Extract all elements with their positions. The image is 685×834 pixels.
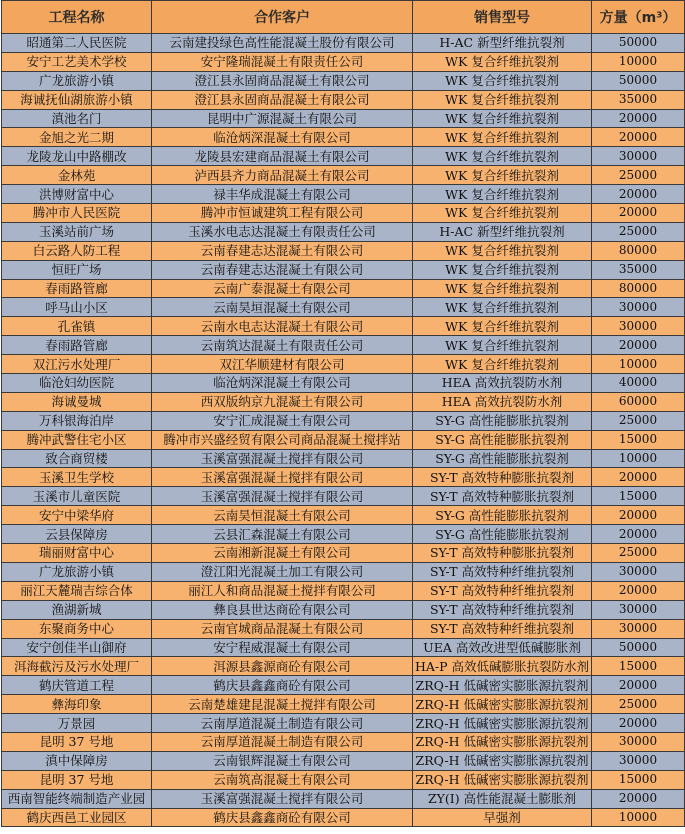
table-row bbox=[2, 657, 685, 676]
header-volume: 方量（m³） bbox=[592, 1, 685, 34]
cell-project: 安宁创佳半山御府 bbox=[2, 638, 152, 657]
cell-volume: 25000 bbox=[592, 222, 685, 241]
cell-volume: 25000 bbox=[592, 166, 685, 185]
cell-client: 丽江人和商品混凝土搅拌有限公司 bbox=[152, 581, 413, 600]
table-row bbox=[2, 676, 685, 695]
cell-model: SY-G 高性能膨胀抗裂剂 bbox=[413, 506, 592, 525]
table-row bbox=[2, 770, 685, 789]
cell-volume: 15000 bbox=[592, 657, 685, 676]
cell-client: 云县汇森混凝土有限公司 bbox=[152, 525, 413, 544]
cell-project: 广龙旅游小镇 bbox=[2, 562, 152, 581]
cell-project: 洱海截污及污水处理厂 bbox=[2, 657, 152, 676]
table-row bbox=[2, 581, 685, 600]
cell-volume: 25000 bbox=[592, 411, 685, 430]
cell-model: SY-T 高效特种纤维抗裂剂 bbox=[413, 619, 592, 638]
cell-volume: 15000 bbox=[592, 770, 685, 789]
table-row bbox=[2, 487, 685, 506]
cell-model: ZRQ-H 低碱密实膨胀源抗裂剂 bbox=[413, 770, 592, 789]
cell-model: SY-T 高效特种膨胀抗裂剂 bbox=[413, 468, 592, 487]
cell-project: 昆明 37 号地 bbox=[2, 770, 152, 789]
cell-volume: 25000 bbox=[592, 695, 685, 714]
cell-volume: 10000 bbox=[592, 808, 685, 827]
cell-model: WK 复合纤维抗裂剂 bbox=[413, 260, 592, 279]
cell-project: 昆明 37 号地 bbox=[2, 732, 152, 751]
table-row bbox=[2, 638, 685, 657]
cell-client: 洱源县鑫源商砼有限公司 bbox=[152, 657, 413, 676]
cell-volume: 30000 bbox=[592, 317, 685, 336]
cell-model: SY-T 高效特种膨胀抗裂剂 bbox=[413, 487, 592, 506]
header-row bbox=[2, 1, 685, 34]
cell-model: WK 复合纤维抗裂剂 bbox=[413, 52, 592, 71]
cell-volume: 20000 bbox=[592, 336, 685, 355]
table-row bbox=[2, 52, 685, 71]
cell-volume: 20000 bbox=[592, 714, 685, 733]
cell-model: ZRQ-H 低碱密实膨胀源抗裂剂 bbox=[413, 732, 592, 751]
table-row bbox=[2, 298, 685, 317]
cell-project: 广龙旅游小镇 bbox=[2, 71, 152, 90]
cell-client: 云南筑达混凝土有限责任公司 bbox=[152, 336, 413, 355]
cell-project: 龙陵龙山中路棚改 bbox=[2, 147, 152, 166]
table-row bbox=[2, 374, 685, 393]
cell-project: 金林苑 bbox=[2, 166, 152, 185]
cell-model: ZRQ-H 低碱密实膨胀源抗裂剂 bbox=[413, 695, 592, 714]
cell-volume: 20000 bbox=[592, 789, 685, 808]
cell-model: WK 复合纤维抗裂剂 bbox=[413, 128, 592, 147]
cell-project: 春雨路管廊 bbox=[2, 336, 152, 355]
cell-model: WK 复合纤维抗裂剂 bbox=[413, 241, 592, 260]
cell-project: 春雨路管廊 bbox=[2, 279, 152, 298]
table-row bbox=[2, 71, 685, 90]
cell-model: 早强剂 bbox=[413, 808, 592, 827]
cell-model: SY-T 高效特种纤维抗裂剂 bbox=[413, 600, 592, 619]
cell-volume: 15000 bbox=[592, 487, 685, 506]
cell-client: 云南楚雄建昆混凝土搅拌有限公司 bbox=[152, 695, 413, 714]
table-row bbox=[2, 411, 685, 430]
cell-project: 玉溪站前广场 bbox=[2, 222, 152, 241]
table-row bbox=[2, 241, 685, 260]
cell-project: 西南智能终端制造产业园 bbox=[2, 789, 152, 808]
cell-project: 昭通第二人民医院 bbox=[2, 34, 152, 53]
cell-project: 临沧妇幼医院 bbox=[2, 374, 152, 393]
cell-volume: 20000 bbox=[592, 506, 685, 525]
cell-model: HEA 高效抗裂防水剂 bbox=[413, 374, 592, 393]
table-row bbox=[2, 732, 685, 751]
cell-project: 鹤庆管道工程 bbox=[2, 676, 152, 695]
table-row bbox=[2, 430, 685, 449]
cell-client: 云南水电志达混凝土有限公司 bbox=[152, 317, 413, 336]
cell-project: 万景园 bbox=[2, 714, 152, 733]
cell-project: 白云路人防工程 bbox=[2, 241, 152, 260]
cell-client: 安宁程威混凝土有限公司 bbox=[152, 638, 413, 657]
cell-client: 玉溪富强混凝土搅拌有限公司 bbox=[152, 449, 413, 468]
cell-model: WK 复合纤维抗裂剂 bbox=[413, 166, 592, 185]
cell-project: 致合商贸楼 bbox=[2, 449, 152, 468]
cell-model: SY-T 高效特种纤维抗裂剂 bbox=[413, 581, 592, 600]
cell-client: 云南建投绿色高性能混凝土股份有限公司 bbox=[152, 34, 413, 53]
table-row bbox=[2, 600, 685, 619]
table-row bbox=[2, 714, 685, 733]
table-row bbox=[2, 34, 685, 53]
cell-volume: 20000 bbox=[592, 204, 685, 223]
cell-client: 玉溪水电志达混凝土有限责任公司 bbox=[152, 222, 413, 241]
cell-volume: 60000 bbox=[592, 392, 685, 411]
cell-volume: 20000 bbox=[592, 676, 685, 695]
table-row bbox=[2, 449, 685, 468]
table-row bbox=[2, 392, 685, 411]
cell-project: 腾冲市人民医院 bbox=[2, 204, 152, 223]
header-model: 销售型号 bbox=[413, 1, 592, 34]
cell-client: 临沧炳深混凝土有限公司 bbox=[152, 128, 413, 147]
table-row bbox=[2, 317, 685, 336]
cell-model: HEA 高效抗裂防水剂 bbox=[413, 392, 592, 411]
cell-client: 玉溪富强混凝土搅拌有限公司 bbox=[152, 468, 413, 487]
cell-model: WK 复合纤维抗裂剂 bbox=[413, 298, 592, 317]
cell-volume: 20000 bbox=[592, 185, 685, 204]
cell-project: 鹤庆西邑工业园区 bbox=[2, 808, 152, 827]
cell-client: 禄丰华成混凝土有限公司 bbox=[152, 185, 413, 204]
cell-client: 腾冲市兴盛经贸有限公司商品混凝土搅拌站 bbox=[152, 430, 413, 449]
cell-project: 玉溪卫生学校 bbox=[2, 468, 152, 487]
cell-project: 洪博财富中心 bbox=[2, 185, 152, 204]
cell-model: SY-G 高性能膨胀抗裂剂 bbox=[413, 411, 592, 430]
cell-volume: 35000 bbox=[592, 90, 685, 109]
cell-volume: 80000 bbox=[592, 279, 685, 298]
header-project: 工程名称 bbox=[2, 1, 152, 34]
cell-client: 云南湘新混凝土有限公司 bbox=[152, 544, 413, 563]
cell-client: 鹤庆县鑫鑫商砼有限公司 bbox=[152, 676, 413, 695]
cell-client: 龙陵县宏建商品混凝土有限公司 bbox=[152, 147, 413, 166]
table-row bbox=[2, 619, 685, 638]
table-row bbox=[2, 355, 685, 374]
cell-project: 滇池名门 bbox=[2, 109, 152, 128]
cell-volume: 30000 bbox=[592, 619, 685, 638]
cell-project: 双江污水处理厂 bbox=[2, 355, 152, 374]
cell-client: 云南春建志达混凝土有限公司 bbox=[152, 260, 413, 279]
table-row bbox=[2, 336, 685, 355]
cell-volume: 50000 bbox=[592, 638, 685, 657]
cell-volume: 20000 bbox=[592, 525, 685, 544]
cell-project: 安宁中梁华府 bbox=[2, 506, 152, 525]
cell-volume: 50000 bbox=[592, 34, 685, 53]
cell-project: 安宁工艺美术学校 bbox=[2, 52, 152, 71]
cell-project: 云县保障房 bbox=[2, 525, 152, 544]
cell-model: ZRQ-H 低碱密实膨胀源抗裂剂 bbox=[413, 714, 592, 733]
cell-model: ZRQ-H 低碱密实膨胀源抗裂剂 bbox=[413, 676, 592, 695]
cell-model: ZRQ-H 低碱密实膨胀源抗裂剂 bbox=[413, 751, 592, 770]
cell-client: 云南春建志达混凝土有限公司 bbox=[152, 241, 413, 260]
cell-model: SY-T 高效特种纤维抗裂剂 bbox=[413, 562, 592, 581]
cell-client: 泸西县齐力商品混凝土有限公司 bbox=[152, 166, 413, 185]
table-row bbox=[2, 562, 685, 581]
cell-volume: 20000 bbox=[592, 581, 685, 600]
cell-project: 玉溪市儿童医院 bbox=[2, 487, 152, 506]
cell-volume: 10000 bbox=[592, 355, 685, 374]
table-row bbox=[2, 695, 685, 714]
cell-project: 海诚抚仙湖旅游小镇 bbox=[2, 90, 152, 109]
cell-volume: 30000 bbox=[592, 600, 685, 619]
cell-client: 云南广泰混凝土有限公司 bbox=[152, 279, 413, 298]
cell-volume: 30000 bbox=[592, 562, 685, 581]
cell-client: 云南昊恒混凝土有限公司 bbox=[152, 506, 413, 525]
cell-volume: 20000 bbox=[592, 468, 685, 487]
cell-client: 鹤庆县鑫鑫商砼有限公司 bbox=[152, 808, 413, 827]
cell-volume: 30000 bbox=[592, 732, 685, 751]
table-row bbox=[2, 166, 685, 185]
cell-client: 临沧炳深混凝土有限公司 bbox=[152, 374, 413, 393]
table-row bbox=[2, 109, 685, 128]
table-row bbox=[2, 128, 685, 147]
cell-client: 云南银辉混凝土有限公司 bbox=[152, 751, 413, 770]
table-row bbox=[2, 751, 685, 770]
table-row bbox=[2, 808, 685, 827]
cell-model: WK 复合纤维抗裂剂 bbox=[413, 355, 592, 374]
table-body bbox=[2, 34, 685, 827]
table-row bbox=[2, 525, 685, 544]
cell-model: WK 复合纤维抗裂剂 bbox=[413, 147, 592, 166]
cell-model: ZY(I) 高性能混凝土膨胀剂 bbox=[413, 789, 592, 808]
cell-volume: 15000 bbox=[592, 430, 685, 449]
cell-project: 呼马山小区 bbox=[2, 298, 152, 317]
cell-client: 玉溪富强混凝土搅拌有限公司 bbox=[152, 487, 413, 506]
cell-volume: 25000 bbox=[592, 544, 685, 563]
cell-model: WK 复合纤维抗裂剂 bbox=[413, 109, 592, 128]
cell-model: WK 复合纤维抗裂剂 bbox=[413, 317, 592, 336]
cell-volume: 10000 bbox=[592, 52, 685, 71]
table-row bbox=[2, 185, 685, 204]
cell-client: 双江华顺建材有限公司 bbox=[152, 355, 413, 374]
cell-client: 安宁隆瑞混凝土有限责任公司 bbox=[152, 52, 413, 71]
cell-model: SY-G 高性能膨胀抗裂剂 bbox=[413, 430, 592, 449]
cell-client: 澄江阳光混凝土加工有限公司 bbox=[152, 562, 413, 581]
cell-volume: 80000 bbox=[592, 241, 685, 260]
cell-client: 安宁汇成混凝土有限公司 bbox=[152, 411, 413, 430]
cell-model: WK 复合纤维抗裂剂 bbox=[413, 279, 592, 298]
cell-volume: 20000 bbox=[592, 128, 685, 147]
header-client: 合作客户 bbox=[152, 1, 413, 34]
cell-volume: 35000 bbox=[592, 260, 685, 279]
cell-project: 万科银海泊岸 bbox=[2, 411, 152, 430]
table-row bbox=[2, 222, 685, 241]
cell-client: 云南厚道混凝土制造有限公司 bbox=[152, 714, 413, 733]
cell-model: SY-G 高性能膨胀抗裂剂 bbox=[413, 525, 592, 544]
cell-project: 丽江天麓瑞吉综合体 bbox=[2, 581, 152, 600]
cell-model: WK 复合纤维抗裂剂 bbox=[413, 90, 592, 109]
table-row bbox=[2, 544, 685, 563]
cell-volume: 20000 bbox=[592, 109, 685, 128]
cell-project: 孔雀镇 bbox=[2, 317, 152, 336]
cell-client: 澄江县永固商品混凝土有限公司 bbox=[152, 90, 413, 109]
cell-project: 滇中保障房 bbox=[2, 751, 152, 770]
table-row bbox=[2, 789, 685, 808]
cell-project: 彝海印象 bbox=[2, 695, 152, 714]
cell-client: 澄江县永固商品混凝土有限公司 bbox=[152, 71, 413, 90]
cell-model: HA-P 高效低碱膨胀抗裂防水剂 bbox=[413, 657, 592, 676]
cell-model: WK 复合纤维抗裂剂 bbox=[413, 185, 592, 204]
sales-table bbox=[1, 0, 685, 827]
cell-project: 恒旺广场 bbox=[2, 260, 152, 279]
cell-client: 腾冲市恒诚建筑工程有限公司 bbox=[152, 204, 413, 223]
table-row bbox=[2, 90, 685, 109]
cell-volume: 40000 bbox=[592, 374, 685, 393]
cell-client: 西双版纳京九混凝土有限公司 bbox=[152, 392, 413, 411]
cell-volume: 10000 bbox=[592, 449, 685, 468]
cell-project: 金旭之光二期 bbox=[2, 128, 152, 147]
cell-project: 东聚商务中心 bbox=[2, 619, 152, 638]
cell-model: SY-G 高性能膨胀抗裂剂 bbox=[413, 449, 592, 468]
cell-model: H-AC 新型纤维抗裂剂 bbox=[413, 34, 592, 53]
cell-project: 渔湖新城 bbox=[2, 600, 152, 619]
table-row bbox=[2, 204, 685, 223]
cell-volume: 30000 bbox=[592, 751, 685, 770]
cell-client: 云南昊垣混凝土有限公司 bbox=[152, 298, 413, 317]
table-row bbox=[2, 468, 685, 487]
cell-model: SY-T 高效特种膨胀抗裂剂 bbox=[413, 544, 592, 563]
cell-volume: 30000 bbox=[592, 298, 685, 317]
cell-model: H-AC 新型纤维抗裂剂 bbox=[413, 222, 592, 241]
cell-client: 昆明中广源混凝土有限公司 bbox=[152, 109, 413, 128]
cell-project: 海诚曼城 bbox=[2, 392, 152, 411]
cell-model: UEA 高效改进型低碱膨胀剂 bbox=[413, 638, 592, 657]
table-row bbox=[2, 506, 685, 525]
cell-client: 彝良县世达商砼有限公司 bbox=[152, 600, 413, 619]
cell-model: WK 复合纤维抗裂剂 bbox=[413, 204, 592, 223]
table-row bbox=[2, 279, 685, 298]
cell-model: WK 复合纤维抗裂剂 bbox=[413, 71, 592, 90]
cell-client: 云南厚道混凝土制造有限公司 bbox=[152, 732, 413, 751]
table-row bbox=[2, 260, 685, 279]
cell-client: 玉溪富强混凝土搅拌有限公司 bbox=[152, 789, 413, 808]
cell-client: 云南筑高混凝土有限公司 bbox=[152, 770, 413, 789]
cell-volume: 30000 bbox=[592, 147, 685, 166]
cell-volume: 50000 bbox=[592, 71, 685, 90]
cell-client: 云南官城商品混凝土有限公司 bbox=[152, 619, 413, 638]
cell-project: 腾冲武警住宅小区 bbox=[2, 430, 152, 449]
cell-project: 瑞丽财富中心 bbox=[2, 544, 152, 563]
table-row bbox=[2, 147, 685, 166]
cell-model: WK 复合纤维抗裂剂 bbox=[413, 336, 592, 355]
